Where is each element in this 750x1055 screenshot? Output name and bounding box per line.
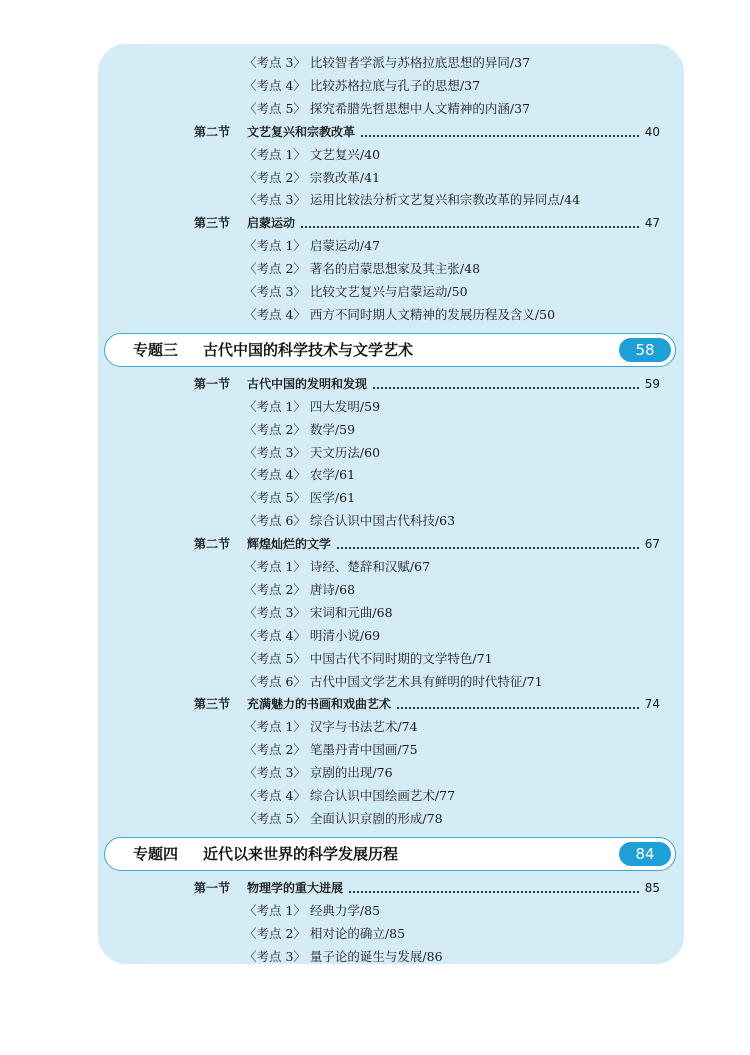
kaodian-entry: 〈考点 3〉 运用比较法分析文艺复兴和宗教改革的异同点/44 [244,192,581,208]
kaodian-row[interactable] [0,923,750,945]
topic-page-badge: 84 [619,842,671,866]
leader-dots [301,226,639,228]
kaodian-row[interactable] [0,602,750,624]
kaodian-entry: 〈考点 2〉 唐诗/68 [244,581,356,597]
topic-number: 专题三 [133,341,179,360]
section-number: 第二节 [194,124,231,139]
leader-dots [337,547,639,549]
kaodian-row[interactable] [0,739,750,761]
section-number: 第二节 [194,537,231,552]
kaodian-row[interactable] [0,648,750,670]
topic-number: 专题四 [133,845,179,864]
kaodian-entry: 〈考点 4〉 明清小说/69 [244,627,381,643]
kaodian-row[interactable] [0,671,750,693]
leader-dots [397,707,639,709]
section-page-number: 47 [644,216,660,231]
kaodian-row[interactable] [0,75,750,97]
kaodian-entry: 〈考点 6〉 古代中国文学艺术具有鲜明的时代特征/71 [244,673,543,689]
kaodian-entry: 〈考点 1〉 文艺复兴/40 [244,146,381,162]
section-title: 文艺复兴和宗教改革 [247,124,356,139]
section-entry [194,212,660,234]
kaodian-row[interactable] [0,442,750,464]
topic-title: 近代以来世界的科学发展历程 [203,845,399,864]
section-page-number: 67 [644,537,660,552]
section-entry [194,693,660,715]
kaodian-entry: 〈考点 5〉 探究希腊先哲思想中人文精神的内涵/37 [244,100,531,116]
section-row[interactable] [0,693,750,715]
section-number: 第三节 [194,697,231,712]
kaodian-entry: 〈考点 2〉 宗教改革/41 [244,169,381,185]
kaodian-row[interactable] [0,52,750,74]
section-number: 第一节 [194,376,231,391]
kaodian-row[interactable] [0,510,750,532]
topic-page-badge: 58 [619,338,671,362]
section-row[interactable] [0,373,750,395]
kaodian-row[interactable] [0,946,750,968]
section-entry [194,533,660,555]
section-row[interactable] [0,533,750,555]
kaodian-entry: 〈考点 3〉 比较文艺复兴与启蒙运动/50 [244,284,468,299]
kaodian-row[interactable] [0,258,750,280]
kaodian-entry: 〈考点 2〉 笔墨丹青中国画/75 [244,742,418,758]
kaodian-entry: 〈考点 3〉 天文历法/60 [244,444,381,460]
kaodian-entry: 〈考点 3〉 比较智者学派与苏格拉底思想的异同/37 [244,55,531,70]
kaodian-row[interactable] [0,304,750,326]
leader-dots [349,891,639,893]
section-page-number: 85 [644,880,660,895]
kaodian-row[interactable] [0,98,750,120]
kaodian-entry: 〈考点 3〉 量子论的诞生与发展/86 [244,948,443,964]
kaodian-entry: 〈考点 1〉 诗经、楚辞和汉赋/67 [244,559,431,574]
kaodian-entry: 〈考点 4〉 西方不同时期人文精神的发展历程及含义/50 [244,306,556,322]
kaodian-row[interactable] [0,419,750,441]
kaodian-row[interactable] [0,579,750,601]
kaodian-row[interactable] [0,167,750,189]
section-number: 第一节 [194,880,231,895]
kaodian-row[interactable] [0,396,750,418]
kaodian-row[interactable] [0,144,750,166]
section-page-number: 74 [644,697,660,712]
kaodian-entry: 〈考点 3〉 京剧的出现/76 [244,765,393,781]
kaodian-row[interactable] [0,189,750,211]
kaodian-entry: 〈考点 2〉 数学/59 [244,421,356,437]
kaodian-row[interactable] [0,808,750,830]
kaodian-entry: 〈考点 1〉 汉字与书法艺术/74 [244,719,418,735]
kaodian-entry: 〈考点 5〉 全面认识京剧的形成/78 [244,810,443,826]
kaodian-row[interactable] [0,762,750,784]
kaodian-entry: 〈考点 5〉 医学/61 [244,490,356,506]
section-title: 启蒙运动 [247,216,296,231]
section-entry [194,877,660,899]
section-page-number: 40 [644,124,660,139]
kaodian-row[interactable] [0,464,750,486]
kaodian-entry: 〈考点 3〉 宋词和元曲/68 [244,604,393,620]
section-page-number: 59 [644,376,660,391]
kaodian-row[interactable] [0,556,750,578]
kaodian-entry: 〈考点 4〉 比较苏格拉底与孔子的思想/37 [244,77,481,93]
kaodian-entry: 〈考点 1〉 启蒙运动/47 [244,238,381,254]
kaodian-row[interactable] [0,281,750,303]
section-number: 第三节 [194,216,231,231]
topic-banner[interactable] [104,837,676,871]
kaodian-entry: 〈考点 6〉 综合认识中国古代科技/63 [244,513,456,529]
section-title: 充满魅力的书画和戏曲艺术 [247,697,392,712]
kaodian-entry: 〈考点 4〉 农学/61 [244,467,356,483]
kaodian-row[interactable] [0,900,750,922]
section-title: 古代中国的发明和发现 [247,376,368,391]
leader-dots [361,135,639,137]
kaodian-row[interactable] [0,716,750,738]
topic-banner[interactable] [104,333,676,367]
leader-dots [373,387,639,389]
section-title: 物理学的重大进展 [247,880,344,895]
kaodian-entry: 〈考点 1〉 四大发明/59 [244,398,381,414]
kaodian-entry: 〈考点 2〉 相对论的确立/85 [244,925,406,941]
kaodian-entry: 〈考点 1〉 经典力学/85 [244,902,381,918]
kaodian-row[interactable] [0,235,750,257]
kaodian-row[interactable] [0,785,750,807]
kaodian-row[interactable] [0,625,750,647]
topic-title: 古代中国的科学技术与文学艺术 [203,341,414,360]
section-row[interactable] [0,212,750,234]
kaodian-entry: 〈考点 2〉 著名的启蒙思想家及其主张/48 [244,261,481,277]
kaodian-entry: 〈考点 5〉 中国古代不同时期的文学特色/71 [244,650,493,666]
section-row[interactable] [0,121,750,143]
section-entry [194,121,660,143]
kaodian-row[interactable] [0,487,750,509]
section-entry [194,373,660,395]
section-row[interactable] [0,877,750,899]
section-title: 辉煌灿烂的文学 [247,537,332,552]
kaodian-entry: 〈考点 4〉 综合认识中国绘画艺术/77 [244,788,456,803]
